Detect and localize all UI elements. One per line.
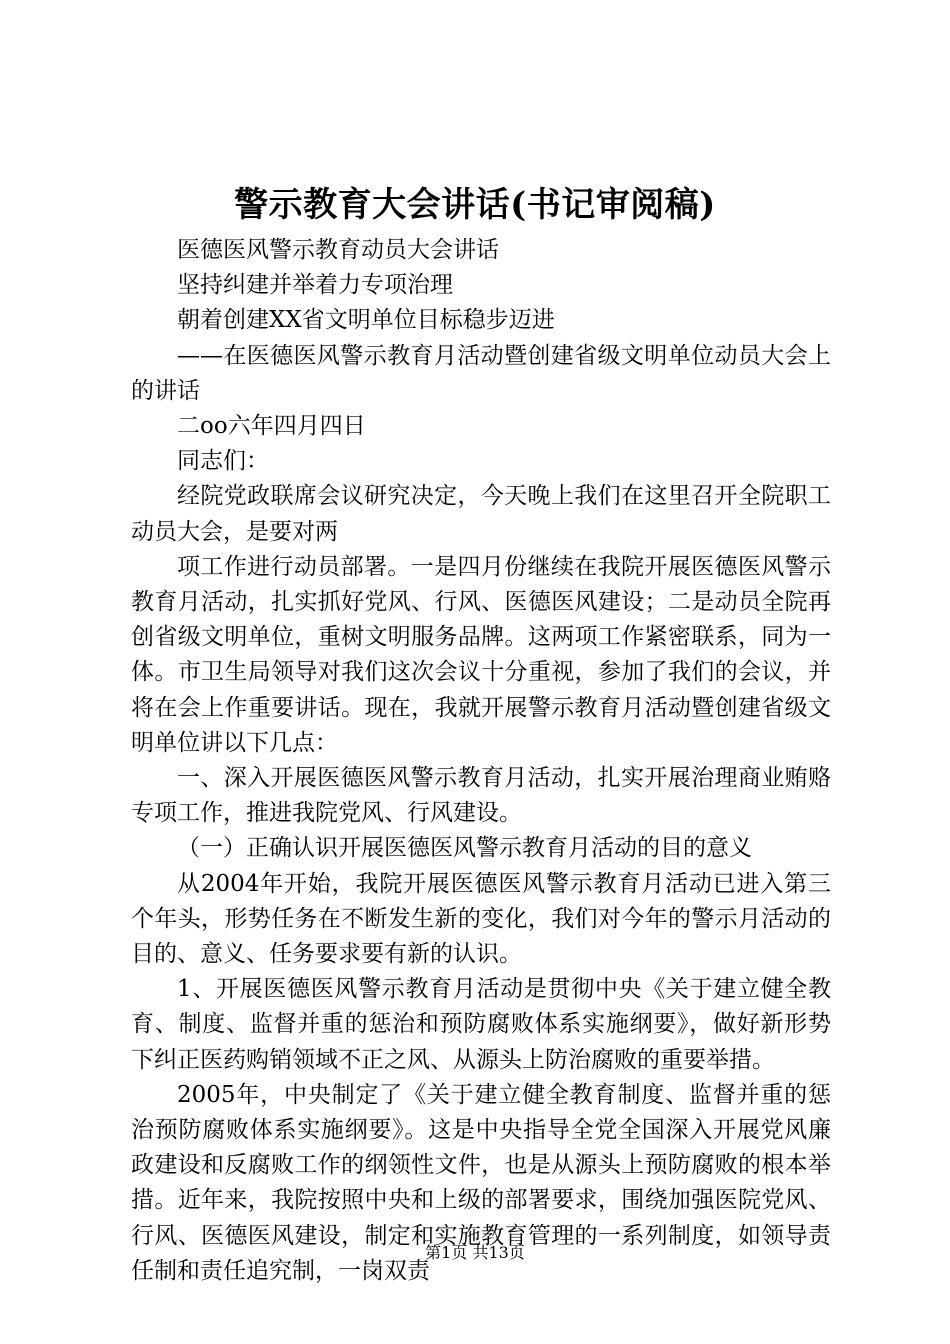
paragraph-slogan-1: 坚持纠建并举着力专项治理 [177, 272, 453, 299]
paragraph-date: 二oo六年四月四日 [177, 413, 366, 440]
document-body [131, 233, 831, 1289]
paragraph-point-1: 1、开展医德医风警示教育月活动是贯彻中央《关于建立健全教育、制度、监督并重的惩治和预防腐败体系实施纲要》，做好新形势下纠正医药购销领域不正之风、从源头上防治腐败的重要举措。 [131, 976, 831, 1073]
paragraph-subheading-1: （一）正确认识开展医德医风警示教育月活动的目的意义 [177, 835, 752, 862]
paragraph-slogan-2: 朝着创建XX省文明单位目标稳步迈进 [177, 307, 555, 334]
paragraph-body: 2005年，中央制定了《关于建立健全教育制度、监督并重的惩治预防腐败体系实施纲要》。这是中央指导全党全国深入开展党风廉政建设和反腐败工作的纲领性文件，也是从源头上预防腐败的根本举措。近年来，我院按照中央和上级的部署要求，围绕加强医院党风、行风、医德医风建设，制定和实施教育管理的一系列制度，如领导责任制和责任追究制，一岗双责 [131, 1081, 831, 1284]
paragraph-body: 经院党政联席会议研究决定，今天晚上我们在这里召开全院职工动员大会，是要对两 [131, 483, 831, 545]
paragraph-body: 项工作进行动员部署。一是四月份继续在我院开展医德医风警示教育月活动，扎实抓好党风、行风、医德医风建设；二是动员全院再创省级文明单位，重树文明服务品牌。这两项工作紧密联系，同为一体。市卫生局领导对我们这次会议十分重视，参加了我们的会议，并将在会上作重要讲话。现在，我就开展警示教育月活动暨创建省级文明单位讲以下几点： [131, 553, 831, 756]
paragraph-body: 从2004年开始，我院开展医德医风警示教育月活动已进入第三个年头，形势任务在不断发生新的变化，我们对今年的警示月活动的目的、意义、任务要求要有新的认识。 [131, 870, 831, 968]
page-footer: 第1页 共13页 [425, 1243, 525, 1262]
paragraph-occasion: ——在医德医风警示教育月活动暨创建省级文明单位动员大会上的讲话 [131, 342, 831, 404]
paragraph-subtitle: 医德医风警示教育动员大会讲话 [177, 237, 499, 263]
paragraph-heading-1: 一、深入开展医德医风警示教育月活动，扎实开展治理商业贿赂专项工作，推进我院党风、行风建设。 [131, 765, 831, 827]
document-title: 警示教育大会讲话(书记审阅稿) [234, 185, 716, 225]
paragraph-salutation: 同志们： [177, 448, 269, 475]
